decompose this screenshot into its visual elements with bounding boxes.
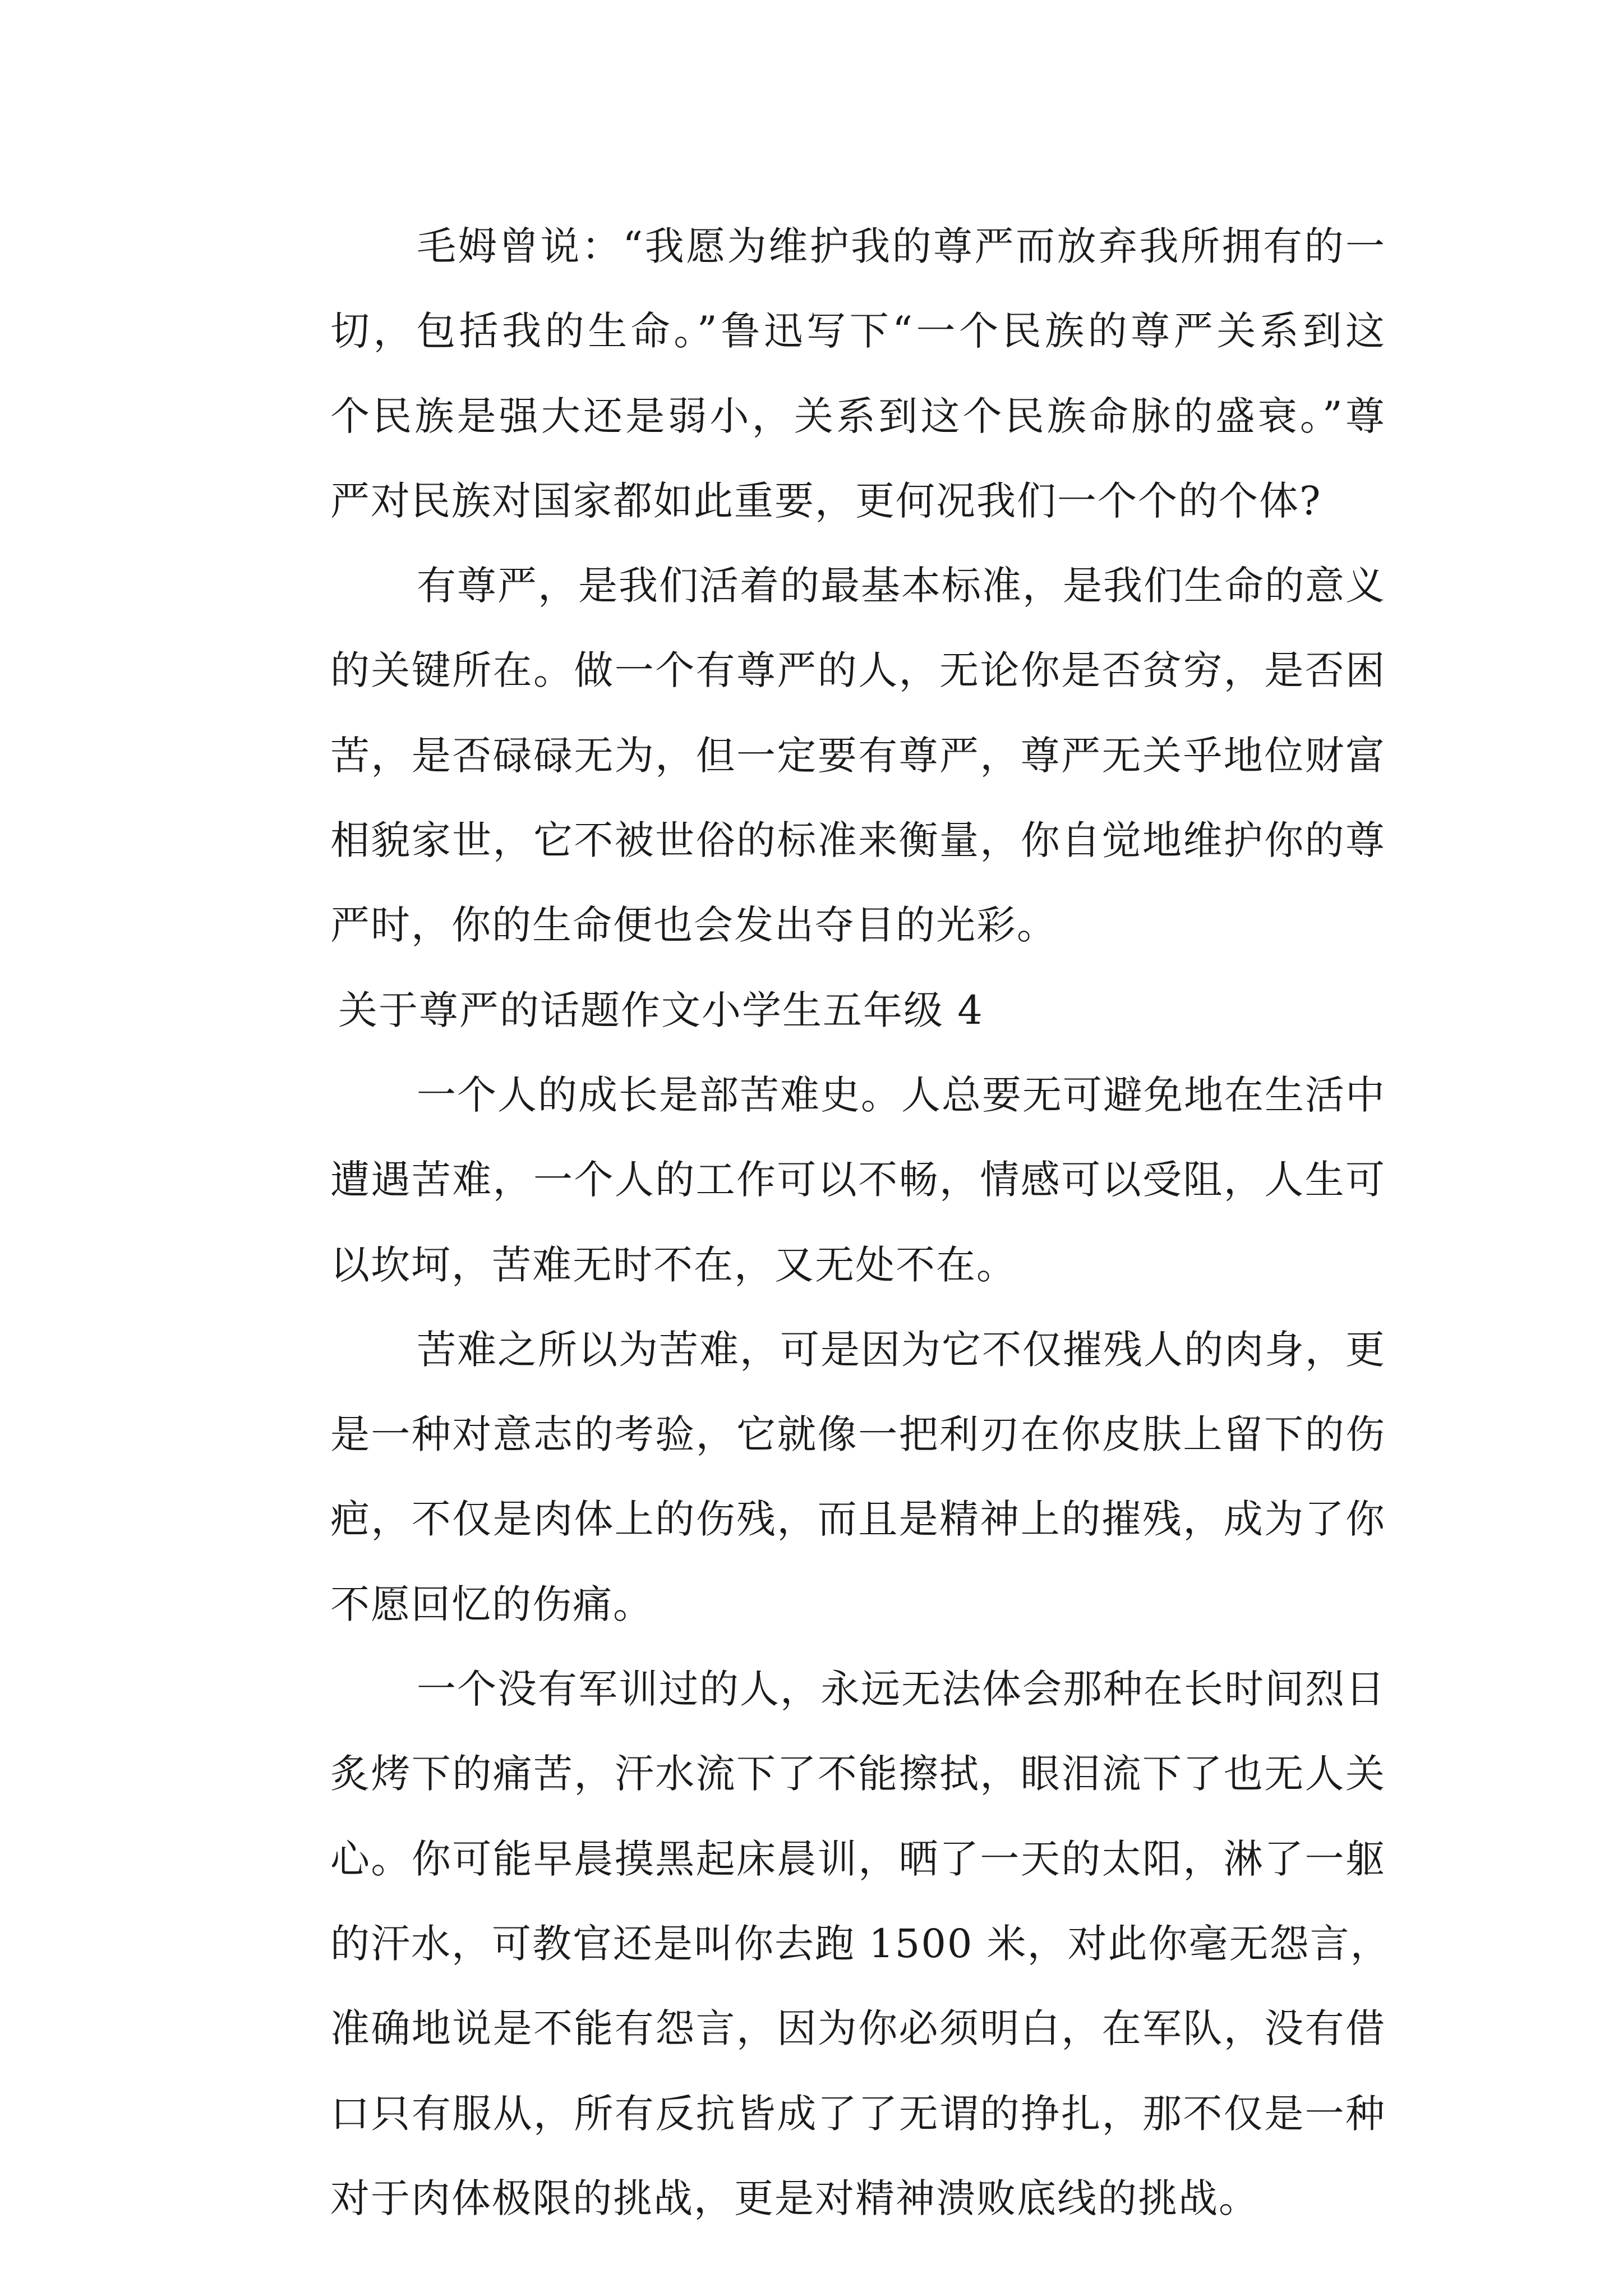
text-line: 个民族是强大还是弱小，关系到这个民族命脉的盛衰。”尊 (330, 393, 1386, 439)
text-line: 相貌家世，它不被世俗的标准来衡量，你自觉地维护你的尊 (330, 817, 1386, 864)
text-line: 炙烤下的痛苦，汗水流下了不能擦拭，眼泪流下了也无人关 (330, 1751, 1386, 1797)
text-line: 切，包括我的生命。”鲁迅写下“一个民族的尊严关系到这 (330, 308, 1386, 355)
text-line: 口只有服从，所有反抗皆成了了无谓的挣扎，那不仅是一种 (330, 2090, 1386, 2137)
text-line: 以坎坷，苦难无时不在，又无处不在。 (330, 1241, 1017, 1288)
text-line: 的关键所在。做一个有尊严的人，无论你是否贫穷，是否困 (330, 647, 1386, 694)
text-line: 一个没有军训过的人，永远无法体会那种在长时间烈日 (417, 1666, 1386, 1713)
text-line: 严时，你的生命便也会发出夺目的光彩。 (330, 902, 1057, 949)
text-line: 严对民族对国家都如此重要，更何况我们一个个的个体? (330, 477, 1322, 524)
paragraph-dignity-standard (252, 544, 1386, 968)
text-line: 疤，不仅是肉体上的伤残，而且是精神上的摧残，成为了你 (330, 1496, 1386, 1543)
text-line: 的汗水，可教官还是叫你去跑 1500 米，对此你毫无怨言， (330, 1920, 1391, 1967)
paragraph-military-training (252, 1647, 1391, 2241)
essay-heading: 关于尊严的话题作文小学生五年级 4 (338, 987, 984, 1033)
text-line: 毛姆曾说：“我愿为维护我的尊严而放弃我所拥有的一 (417, 223, 1386, 269)
text-line: 苦难之所以为苦难，可是因为它不仅摧残人的肉身，更 (417, 1326, 1386, 1373)
text-line: 有尊严，是我们活着的最基本标准，是我们生命的意义 (417, 563, 1386, 609)
text-line: 苦，是否碌碌无为，但一定要有尊严，尊严无关乎地位财富 (330, 732, 1386, 779)
paragraph-maugham-quote (252, 204, 1386, 544)
text-line: 心。你可能早晨摸黑起床晨训，晒了一天的太阳，淋了一躯 (330, 1835, 1386, 1882)
text-line: 遭遇苦难，一个人的工作可以不畅，情感可以受阻，人生可 (330, 1157, 1386, 1203)
paragraph-growth-hardship (252, 1053, 1386, 1308)
text-line: 不愿回忆的伤痛。 (330, 1581, 653, 1627)
paragraph-hardship-test (252, 1308, 1386, 1647)
text-line: 是一种对意志的考验，它就像一把利刃在你皮肤上留下的伤 (330, 1411, 1386, 1458)
text-line: 对于肉体极限的挑战，更是对精神溃败底线的挑战。 (330, 2175, 1259, 2221)
text-line: 准确地说是不能有怨言，因为你必须明白，在军队，没有借 (330, 2005, 1386, 2052)
document-body (252, 204, 1391, 2241)
text-line: 一个人的成长是部苦难史。人总要无可避免地在生活中 (417, 1071, 1386, 1118)
